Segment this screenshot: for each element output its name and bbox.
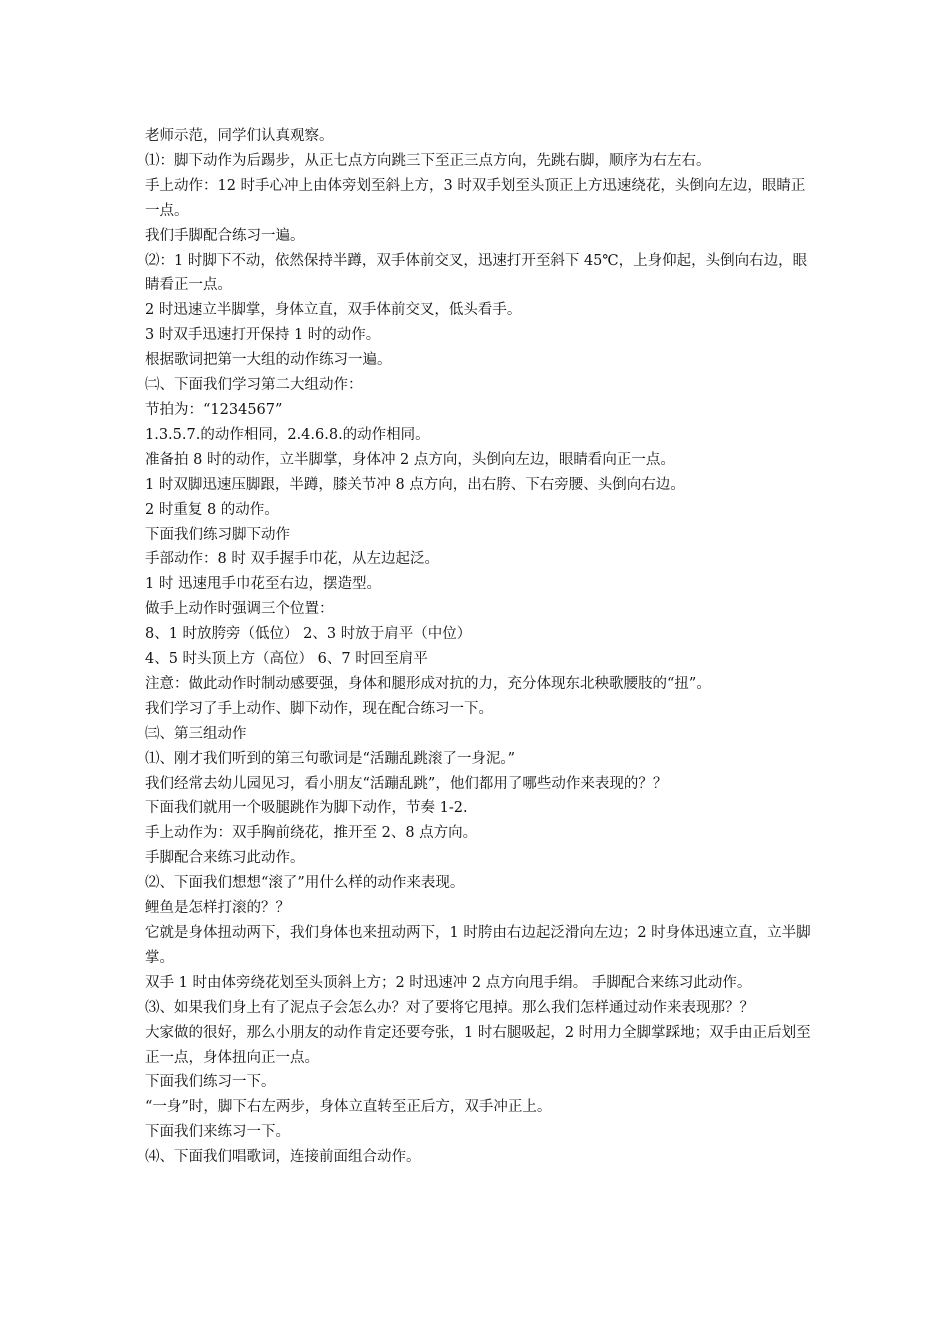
- document-body: [145, 124, 815, 1170]
- paragraph: 手上动作：12 时手心冲上由体旁划至斜上方，3 时双手划至头顶正上方迅速绕花，头倒向左边，眼睛正一点。: [145, 177, 806, 219]
- paragraph: ⑶、如果我们身上有了泥点子会怎么办？对了要将它甩掉。那么我们怎样通过动作来表现那？？: [145, 999, 754, 1016]
- paragraph: 我们学习了手上动作、脚下动作，现在配合练习一下。: [145, 700, 493, 717]
- paragraph: 1 时 迅速甩手巾花至右边，摆造型。: [145, 576, 381, 593]
- paragraph: 4、5 时头顶上方（高位） 6、7 时回至肩平: [145, 651, 428, 668]
- paragraph: 节拍为：“1234567”: [145, 401, 283, 418]
- paragraph: 手上动作为：双手胸前绕花，推开至 2、8 点方向。: [145, 825, 478, 842]
- section-heading: ㈡、下面我们学习第二大组动作：: [145, 377, 363, 394]
- paragraph: 8、1 时放胯旁（低位） 2、3 时放于肩平（中位）: [145, 626, 472, 643]
- paragraph: 下面我们就用一个吸腿跳作为脚下动作，节奏 1-2.: [145, 800, 468, 817]
- paragraph: 大家做的很好，那么小朋友的动作肯定还要夸张，1 时右腿吸起，2 时用力全脚掌踩地；双手由正后划至正一点，身体扭向正一点。: [145, 1024, 811, 1066]
- paragraph: ⑴、刚才我们听到的第三句歌词是“活蹦乱跳滚了一身泥。”: [145, 750, 516, 767]
- paragraph: ⑵、下面我们想想“滚了”用什么样的动作来表现。: [145, 875, 465, 892]
- paragraph: 双手 1 时由体旁绕花划至头顶斜上方；2 时迅速冲 2 点方向甩手绢。 手脚配合来练习此动作。: [145, 974, 752, 991]
- paragraph: 准备拍 8 时的动作，立半脚掌，身体冲 2 点方向，头倒向左边，眼睛看向正一点。: [145, 451, 675, 468]
- paragraph: 1 时双脚迅速压脚跟，半蹲，膝关节冲 8 点方向，出右胯、下右旁腰、头倒向右边。: [145, 476, 685, 493]
- paragraph: 它就是身体扭动两下，我们身体也来扭动两下，1 时胯由右边起泛滑向左边；2 时身体迅速立直，立半脚掌。: [145, 925, 811, 966]
- paragraph: 我们经常去幼儿园见习，看小朋友“活蹦乱跳”，他们都用了哪些动作来表现的？？: [145, 775, 668, 792]
- paragraph: 3 时双手迅速打开保持 1 时的动作。: [145, 327, 381, 344]
- paragraph: 鲤鱼是怎样打滚的？？: [145, 900, 290, 917]
- paragraph: “一身”时，脚下右左两步，身体立直转至正后方，双手冲正上。: [145, 1099, 552, 1116]
- paragraph: 手脚配合来练习此动作。: [145, 850, 305, 867]
- paragraph: ⑵：1 时脚下不动，依然保持半蹲，双手体前交叉，迅速打开至斜下 45℃，上身仰起，头倒向右边，眼睛看正一点。: [145, 252, 808, 294]
- paragraph: 下面我们练习一下。: [145, 1074, 276, 1091]
- section-heading: ㈢、第三组动作: [145, 725, 247, 742]
- paragraph: 做手上动作时强调三个位置：: [145, 601, 334, 618]
- paragraph: 手部动作：8 时 双手握手巾花，从左边起泛。: [145, 551, 439, 568]
- paragraph: ⑷、下面我们唱歌词，连接前面组合动作。: [145, 1149, 421, 1166]
- paragraph: 2 时重复 8 的动作。: [145, 501, 279, 518]
- paragraph: 注意：做此动作时制动感要强，身体和腿形成对抗的力，充分体现东北秧歌腰肢的“扭”。: [145, 675, 711, 692]
- paragraph: 下面我们练习脚下动作: [145, 526, 290, 543]
- paragraph: 我们手脚配合练习一遍。: [145, 227, 305, 244]
- paragraph: 老师示范，同学们认真观察。: [145, 128, 334, 144]
- paragraph: ⑴：脚下动作为后踢步，从正七点方向跳三下至正三点方向，先跳右脚，顺序为右左右。: [145, 152, 711, 169]
- paragraph: 根据歌词把第一大组的动作练习一遍。: [145, 352, 392, 369]
- paragraph: 下面我们来练习一下。: [145, 1124, 290, 1141]
- paragraph: 2 时迅速立半脚掌，身体立直，双手体前交叉，低头看手。: [145, 302, 522, 319]
- paragraph: 1.3.5.7.的动作相同，2.4.6.8.的动作相同。: [145, 426, 430, 443]
